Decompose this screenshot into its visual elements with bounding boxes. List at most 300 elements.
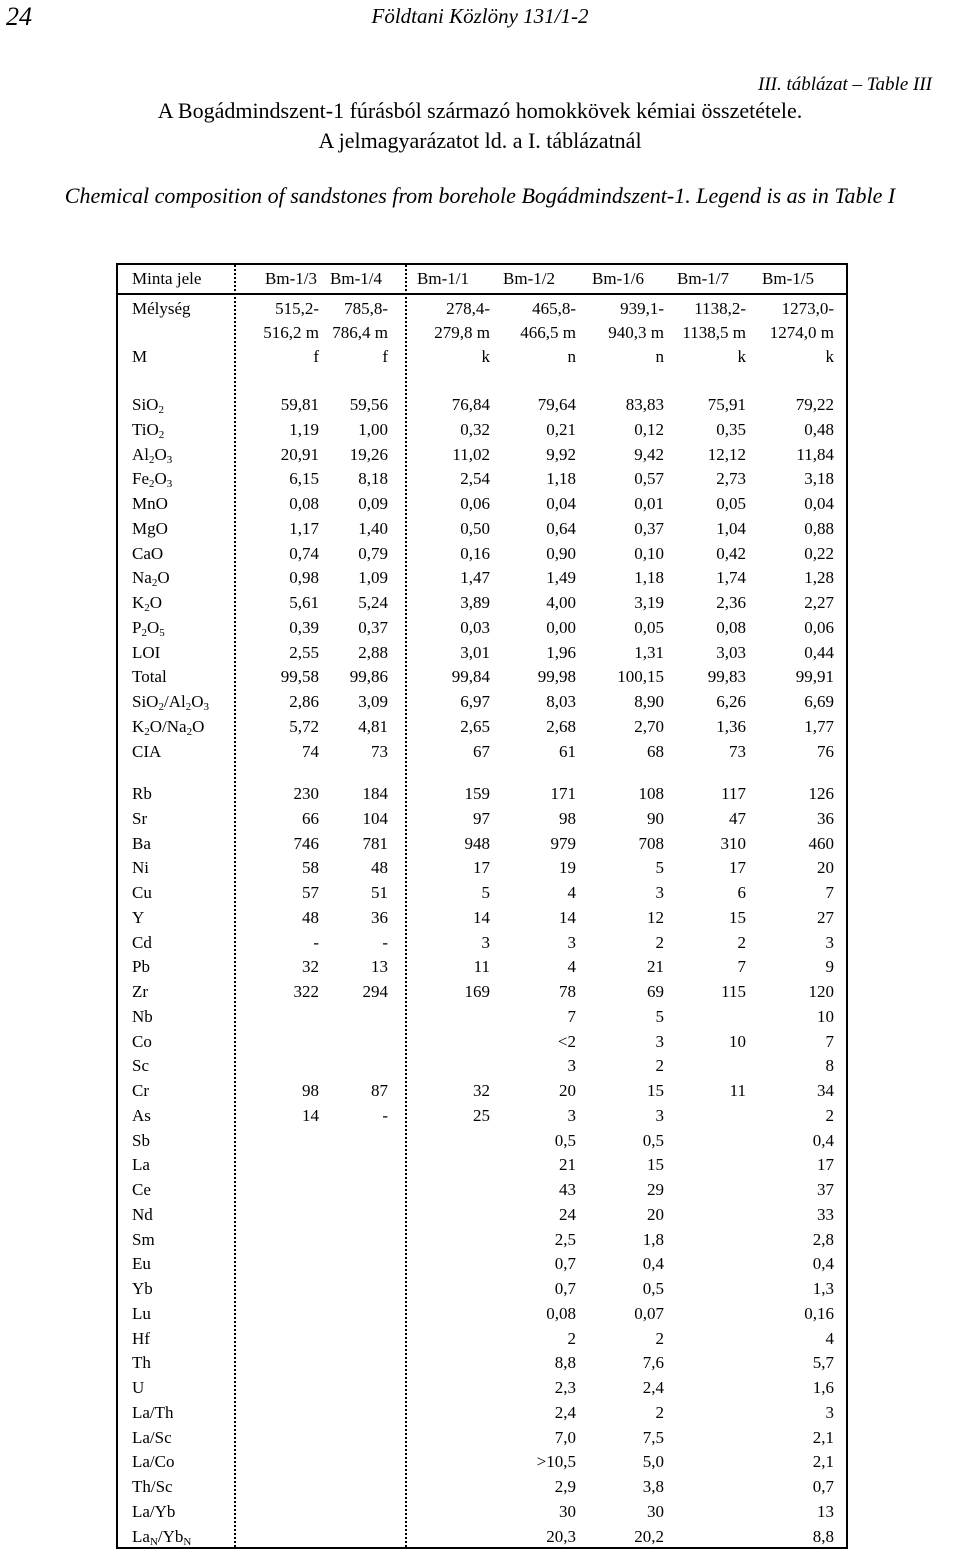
table-cell: 8,8	[812, 1527, 834, 1546]
table-cell: 4,00	[546, 593, 576, 612]
table-cell: 460	[808, 834, 834, 853]
table-cell: 2,8	[812, 1230, 834, 1249]
table-cell: 7	[567, 1007, 576, 1026]
table-cell: 1,96	[546, 643, 576, 662]
table-cell: 1,36	[716, 717, 746, 736]
table-cell: 9	[825, 957, 834, 976]
table-cell: 0,08	[716, 618, 746, 637]
table-cell: 76	[817, 742, 834, 761]
row-label: La/Sc	[132, 1428, 172, 1447]
table-cell: 0,5	[642, 1279, 664, 1298]
table-cell: 1,3	[812, 1279, 834, 1298]
row-label: Th/Sc	[132, 1477, 173, 1496]
m-value-cell: f	[382, 347, 388, 366]
m-value-cell: n	[567, 347, 576, 366]
table-cell: 3,18	[804, 469, 834, 488]
row-label: LOI	[132, 643, 161, 662]
row-label: Cd	[132, 933, 152, 952]
depth-from-cell: 1138,2-	[694, 299, 746, 318]
row-label: MgO	[132, 519, 168, 538]
row-label: U	[132, 1378, 145, 1397]
table-cell: 2,65	[460, 717, 490, 736]
table-cell: 3	[655, 883, 664, 902]
table-cell: 7,0	[554, 1428, 576, 1447]
table-cell: 10	[729, 1032, 746, 1051]
depth-label: Mélység	[132, 299, 191, 318]
table-cell: 2,86	[289, 692, 319, 711]
table-cell: 1,04	[716, 519, 746, 538]
table-cell: 169	[464, 982, 490, 1001]
m-value-cell: k	[825, 347, 834, 366]
table-cell: 0,88	[804, 519, 834, 538]
table-cell: 83,83	[625, 395, 664, 414]
depth-to-cell: 940,3 m	[608, 323, 664, 342]
table-cell: 11	[729, 1081, 746, 1100]
row-label: Ba	[132, 834, 151, 853]
table-cell: 20,3	[546, 1527, 576, 1546]
table-cell: 4	[567, 957, 576, 976]
depth-from-cell: 515,2-	[275, 299, 319, 318]
table-cell: 27	[817, 908, 834, 927]
table-cell: 0,4	[642, 1254, 664, 1273]
row-label: Eu	[132, 1254, 151, 1273]
table-cell: 184	[362, 784, 388, 803]
depth-to-cell: 466,5 m	[520, 323, 576, 342]
table-cell: 58	[302, 858, 319, 877]
row-label: $Al_2O_3$	[132, 445, 173, 466]
depth-to-cell: 1274,0 m	[769, 323, 834, 342]
row-label: Cr	[132, 1081, 149, 1100]
table-cell: 20,91	[280, 445, 319, 464]
table-cell: 7,5	[642, 1428, 664, 1447]
table-cell: 120	[808, 982, 834, 1001]
row-label: $K_2O$	[132, 593, 163, 614]
table-cell: 2,1	[812, 1428, 834, 1447]
depth-from-cell: 785,8-	[344, 299, 388, 318]
row-label: Ce	[132, 1180, 151, 1199]
table-cell: 20	[817, 858, 834, 877]
table-cell: 14	[473, 908, 490, 927]
table-cell: 2	[655, 1329, 664, 1348]
table-cell: 1,77	[804, 717, 834, 736]
table-cell: 2,36	[716, 593, 746, 612]
table-cell: 2,1	[812, 1452, 834, 1471]
table-cell: 8,90	[634, 692, 664, 711]
table-cell: 15	[647, 1081, 664, 1100]
column-header: Bm-1/4	[330, 269, 382, 288]
title-hu-line-1: A Bogádmindszent-1 fúrásból származó homokkövek kémiai összetétele.	[157, 98, 803, 123]
table-cell: 48	[302, 908, 319, 927]
table-cell: 948	[464, 834, 490, 853]
depth-to-cell: 786,4 m	[332, 323, 388, 342]
table-cell: 0,74	[289, 544, 319, 563]
row-label: La/Yb	[132, 1502, 176, 1521]
m-value-cell: k	[737, 347, 746, 366]
table-cell: 2	[737, 933, 746, 952]
table-cell: 21	[559, 1155, 576, 1174]
table-cell: 6,69	[804, 692, 834, 711]
table-cell: 32	[473, 1081, 490, 1100]
table-cell: 0,05	[634, 618, 664, 637]
table-cell: 0,08	[546, 1304, 576, 1323]
table-cell: 5,72	[289, 717, 319, 736]
table-cell: 5	[481, 883, 490, 902]
table-cell: 3,89	[460, 593, 490, 612]
table-cell: 7	[825, 883, 834, 902]
row-label: Lu	[132, 1304, 151, 1323]
chemical-composition-table	[116, 263, 848, 1549]
table-cell: 32	[302, 957, 319, 976]
m-value-cell: f	[313, 347, 319, 366]
table-cell: 25	[473, 1106, 490, 1125]
table-cell: 99,91	[795, 667, 834, 686]
table-cell: 2,68	[546, 717, 576, 736]
table-cell: 3	[567, 1106, 576, 1125]
table-cell: -	[313, 933, 319, 952]
table-cell: 30	[647, 1502, 664, 1521]
table-cell: 0,42	[716, 544, 746, 563]
table-cell: 98	[302, 1081, 319, 1100]
table-cell: 13	[371, 957, 388, 976]
table-cell: 97	[473, 809, 490, 828]
table-cell: 0,06	[460, 494, 490, 513]
table-cell: 0,7	[812, 1477, 834, 1496]
table-cell: 0,06	[804, 618, 834, 637]
table-cell: 57	[302, 883, 319, 902]
table-cell: 7	[737, 957, 746, 976]
table-cell: 0,35	[716, 420, 746, 439]
table-cell: 98	[559, 809, 576, 828]
table-cell: 2	[655, 1056, 664, 1075]
table-cell: 34	[817, 1081, 834, 1100]
table-cell: 8,03	[546, 692, 576, 711]
table-cell: 5	[655, 1007, 664, 1026]
row-label: As	[132, 1106, 151, 1125]
table-cell: 0,57	[634, 469, 664, 488]
row-label: Ni	[132, 858, 149, 877]
table-cell: 78	[559, 982, 576, 1001]
table-cell: 17	[729, 858, 746, 877]
table-cell: 159	[464, 784, 490, 803]
table-cell: 14	[302, 1106, 319, 1125]
row-label: Nd	[132, 1205, 153, 1224]
column-header: Bm-1/1	[417, 269, 469, 288]
table-cell: 3,01	[460, 643, 490, 662]
table-cell: 6	[737, 883, 746, 902]
table-cell: 73	[371, 742, 388, 761]
table-cell: 0,22	[804, 544, 834, 563]
table-cell: 21	[647, 957, 664, 976]
table-cell: 230	[293, 784, 319, 803]
table-cell: 0,09	[358, 494, 388, 513]
table-cell: 99,58	[280, 667, 319, 686]
table-cell: 76,84	[451, 395, 490, 414]
table-cell: 0,5	[554, 1131, 576, 1150]
table-cell: 0,37	[358, 618, 388, 637]
table-cell: 3,19	[634, 593, 664, 612]
title-hu-line-2: A jelmagyarázatot ld. a I. táblázatnál	[318, 128, 642, 153]
table-cell: 79,64	[537, 395, 576, 414]
table-cell: 47	[729, 809, 746, 828]
table-cell: 2,55	[289, 643, 319, 662]
row-label: Zr	[132, 982, 149, 1001]
table-cell: 5,7	[812, 1353, 834, 1372]
table-cell: 1,8	[642, 1230, 664, 1249]
row-label: $SiO_2/Al_2O_3$	[132, 692, 209, 713]
table-cell: 36	[817, 809, 834, 828]
table-cell: 2	[655, 933, 664, 952]
table-cell: 0,37	[634, 519, 664, 538]
table-cell: 2,3	[554, 1378, 576, 1397]
row-label: CIA	[132, 742, 162, 761]
table-cell: 69	[647, 982, 664, 1001]
header-label: Minta jele	[132, 269, 202, 288]
table-cell: 4,81	[358, 717, 388, 736]
table-cell: 3	[825, 933, 834, 952]
table-cell: 0,01	[634, 494, 664, 513]
table-cell: 43	[559, 1180, 576, 1199]
table-cell: 117	[721, 784, 746, 803]
table-cell: 5	[655, 858, 664, 877]
depth-to-cell: 279,8 m	[434, 323, 490, 342]
row-label: Sr	[132, 809, 148, 828]
table-cell: 322	[293, 982, 319, 1001]
row-label: Hf	[132, 1329, 150, 1348]
column-header: Bm-1/3	[265, 269, 317, 288]
table-cell: 3,03	[716, 643, 746, 662]
table-cell: 0,03	[460, 618, 490, 637]
table-cell: 14	[559, 908, 576, 927]
table-cell: >10,5	[536, 1452, 576, 1471]
table-cell: 19	[559, 858, 576, 877]
table-cell: 6,26	[716, 692, 746, 711]
table-cell: 0,32	[460, 420, 490, 439]
table-cell: 100,15	[617, 667, 664, 686]
table-cell: 20	[647, 1205, 664, 1224]
table-cell: 115	[721, 982, 746, 1001]
table-cell: 0,07	[634, 1304, 664, 1323]
group-column-divider	[405, 265, 407, 1547]
table-cell: 68	[647, 742, 664, 761]
table-cell: 17	[473, 858, 490, 877]
table-cell: 7,6	[642, 1353, 664, 1372]
table-cell: 781	[362, 834, 388, 853]
table-cell: 11,02	[452, 445, 490, 464]
table-cell: 1,09	[358, 568, 388, 587]
table-cell: 99,98	[537, 667, 576, 686]
m-label: M	[132, 347, 148, 366]
table-cell: 2,70	[634, 717, 664, 736]
column-header: Bm-1/2	[503, 269, 555, 288]
table-cell: 2,27	[804, 593, 834, 612]
table-cell: 15	[647, 1155, 664, 1174]
row-label: Sm	[132, 1230, 155, 1249]
table-cell: 75,91	[707, 395, 746, 414]
table-title-english: Chemical composition of sandstones from borehole Bogádmindszent-1. Legend is as in Table I	[64, 183, 896, 208]
depth-to-cell: 1138,5 m	[682, 323, 746, 342]
row-label: Co	[132, 1032, 152, 1051]
row-label: Sb	[132, 1131, 150, 1150]
table-cell: 1,40	[358, 519, 388, 538]
table-cell: 1,6	[812, 1378, 834, 1397]
table-cell: 12	[647, 908, 664, 927]
table-cell: 87	[371, 1081, 388, 1100]
row-label: Total	[132, 667, 167, 686]
table-cell: 17	[817, 1155, 834, 1174]
table-cell: 1,31	[634, 643, 664, 662]
table-cell: 0,16	[460, 544, 490, 563]
depth-from-cell: 1273,0-	[781, 299, 834, 318]
row-label: La/Th	[132, 1403, 174, 1422]
table-label: III. táblázat – Table III	[758, 74, 932, 95]
table-cell: 2,73	[716, 469, 746, 488]
table-cell: 5,61	[289, 593, 319, 612]
table-cell: 1,17	[289, 519, 319, 538]
table-cell: 4	[825, 1329, 834, 1348]
table-cell: 0,21	[546, 420, 576, 439]
running-head	[0, 2, 960, 36]
depth-from-cell: 939,1-	[620, 299, 664, 318]
table-cell: 294	[362, 982, 388, 1001]
table-cell: 0,16	[804, 1304, 834, 1323]
row-label: Y	[132, 908, 145, 927]
row-label: $La_N/Yb_N$	[132, 1527, 192, 1548]
table-cell: 2,9	[554, 1477, 576, 1496]
table-cell: 0,44	[804, 643, 834, 662]
table-cell: 3	[481, 933, 490, 952]
table-cell: 59,56	[349, 395, 388, 414]
table-cell: 13	[817, 1502, 834, 1521]
table-cell: -	[382, 1106, 388, 1125]
table-cell: 979	[550, 834, 576, 853]
table-cell: 0,4	[812, 1254, 834, 1273]
table-cell: 2	[825, 1106, 834, 1125]
table-title-hungarian	[0, 96, 960, 156]
table-cell: 3	[825, 1403, 834, 1422]
table-cell: 1,74	[716, 568, 746, 587]
table-cell: 9,92	[546, 445, 576, 464]
table-cell: 15	[729, 908, 746, 927]
table-cell: 1,49	[546, 568, 576, 587]
table-cell: 6,15	[289, 469, 319, 488]
table-cell: 6,97	[460, 692, 490, 711]
table-cell: 746	[293, 834, 319, 853]
row-label: Sc	[132, 1056, 149, 1075]
depth-from-cell: 278,4-	[446, 299, 490, 318]
page-number: 24	[6, 2, 32, 31]
table-cell: 33	[817, 1205, 834, 1224]
table-cell: 79,22	[795, 395, 834, 414]
row-label: La/Co	[132, 1452, 175, 1471]
table-cell: 5,24	[358, 593, 388, 612]
table-cell: 0,7	[554, 1254, 576, 1273]
table-cell: <2	[557, 1032, 576, 1051]
table-cell: 99,84	[451, 667, 490, 686]
table-cell: 67	[473, 742, 490, 761]
table-cell: 0,48	[804, 420, 834, 439]
table-cell: 0,50	[460, 519, 490, 538]
table-cell: 0,4	[812, 1131, 834, 1150]
table-cell: 1,47	[460, 568, 490, 587]
table-cell: 8,18	[358, 469, 388, 488]
table-cell: 708	[638, 834, 664, 853]
table-cell: -	[382, 933, 388, 952]
table-cell: 1,00	[358, 420, 388, 439]
table-cell: 11,84	[796, 445, 834, 464]
label-column-divider	[234, 265, 236, 1547]
table-cell: 12,12	[707, 445, 746, 464]
table-cell: 310	[720, 834, 746, 853]
table-cell: 1,28	[804, 568, 834, 587]
m-value-cell: n	[655, 347, 664, 366]
table-cell: 37	[817, 1180, 834, 1199]
table-cell: 0,00	[546, 618, 576, 637]
table-cell: 0,08	[289, 494, 319, 513]
row-label: $P_2O_5$	[132, 618, 165, 639]
table-cell: 108	[638, 784, 664, 803]
table-cell: 74	[302, 742, 319, 761]
table-cell: 1,18	[634, 568, 664, 587]
table-cell: 0,04	[546, 494, 576, 513]
table-cell: 2,88	[358, 643, 388, 662]
table-cell: 3	[567, 933, 576, 952]
table-cell: 0,79	[358, 544, 388, 563]
table-cell: 5,0	[642, 1452, 664, 1471]
table-cell: 48	[371, 858, 388, 877]
table-cell: 73	[729, 742, 746, 761]
table-cell: 90	[647, 809, 664, 828]
table-cell: 3	[655, 1032, 664, 1051]
table-cell: 19,26	[349, 445, 388, 464]
row-label: Yb	[132, 1279, 153, 1298]
table-cell: 11	[473, 957, 490, 976]
table-cell: 30	[559, 1502, 576, 1521]
depth-from-cell: 465,8-	[532, 299, 576, 318]
table-cell: 61	[559, 742, 576, 761]
table-cell: 2,5	[554, 1230, 576, 1249]
table-cell: 2,54	[460, 469, 490, 488]
row-label: $Fe_2O_3$	[132, 469, 173, 490]
table-cell: 24	[559, 1205, 576, 1224]
table-cell: 3,8	[642, 1477, 664, 1496]
table-cell: 3	[567, 1056, 576, 1075]
m-value-cell: k	[481, 347, 490, 366]
table-cell: 20,2	[634, 1527, 664, 1546]
table-cell: 0,04	[804, 494, 834, 513]
row-label: MnO	[132, 494, 168, 513]
table-cell: 0,05	[716, 494, 746, 513]
column-header: Bm-1/6	[592, 269, 644, 288]
table-cell: 171	[550, 784, 576, 803]
column-header: Bm-1/7	[677, 269, 729, 288]
table-cell: 0,90	[546, 544, 576, 563]
row-label: Rb	[132, 784, 152, 803]
table-cell: 10	[817, 1007, 834, 1026]
table-cell: 0,10	[634, 544, 664, 563]
table-cell: 9,42	[634, 445, 664, 464]
row-label: Cu	[132, 883, 152, 902]
table-cell: 3,09	[358, 692, 388, 711]
row-label: $Na_2O$	[132, 568, 170, 589]
table-cell: 36	[371, 908, 388, 927]
column-header: Bm-1/5	[762, 269, 814, 288]
table-cell: 99,83	[707, 667, 746, 686]
row-label: SiO$_2$	[132, 395, 164, 416]
table-cell: 1,18	[546, 469, 576, 488]
row-label: TiO$_2$	[132, 420, 165, 441]
table-cell: 0,98	[289, 568, 319, 587]
row-label: Nb	[132, 1007, 153, 1026]
